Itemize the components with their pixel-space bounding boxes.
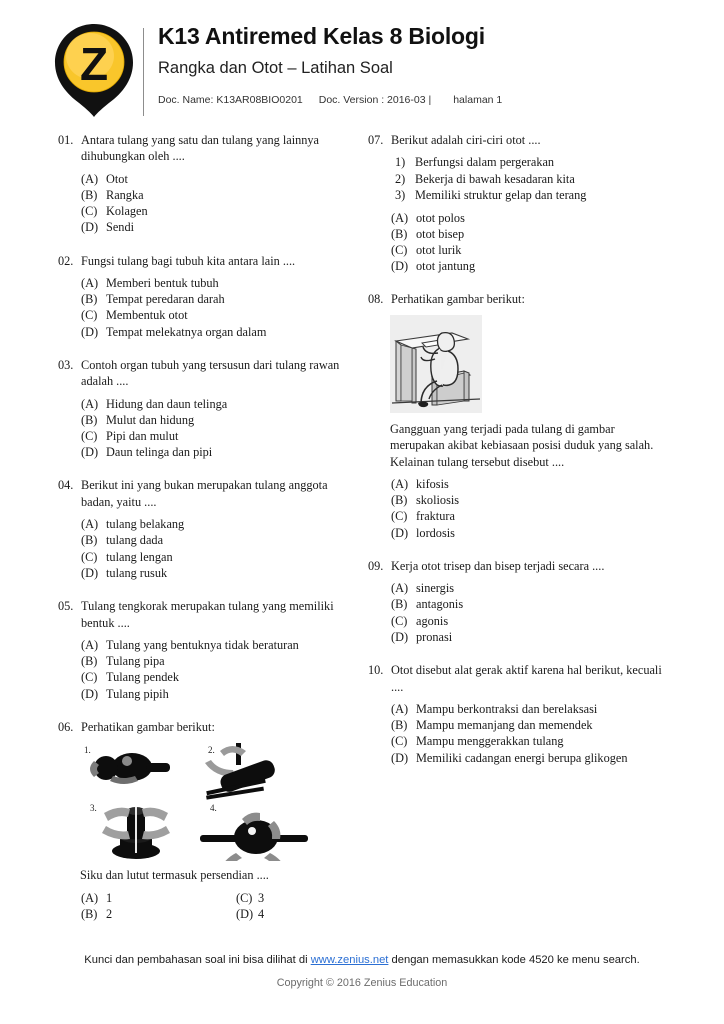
joint-types-illustration <box>80 741 310 861</box>
answer-options <box>368 210 668 275</box>
option-text: Tulang pipa <box>106 654 165 669</box>
answer-options <box>368 580 668 645</box>
option-a[interactable] <box>81 516 358 532</box>
option-a[interactable] <box>81 890 236 906</box>
question-number: 03. <box>58 357 74 372</box>
option-d[interactable] <box>391 750 668 766</box>
option-text: Pipi dan mulut <box>106 429 179 444</box>
option-text: agonis <box>416 613 449 628</box>
doc-version: Doc. Version : 2016-03 | <box>318 94 432 106</box>
answer-options <box>58 396 358 461</box>
option-text: kifosis <box>416 477 449 492</box>
option-text: Memiliki cadangan energi berupa glikogen <box>416 750 628 765</box>
sitting-posture-figure <box>390 315 482 413</box>
document-footer <box>0 952 724 991</box>
option-key: (A) <box>81 890 99 905</box>
sublist-key: 1) <box>395 155 406 170</box>
answer-options <box>58 637 358 702</box>
zenius-website-link[interactable]: www.zenius.net <box>310 954 389 966</box>
option-key: (A) <box>81 171 99 186</box>
option-key: (B) <box>391 597 408 612</box>
question-stem: Contoh organ tubuh yang tersusun dari tulang rawan adalah .... <box>81 357 340 389</box>
question-stem: Perhatikan gambar berikut: <box>391 292 525 307</box>
option-text: Tempat melekatnya organ dalam <box>106 324 267 339</box>
option-key: (C) <box>391 613 408 628</box>
page-title: K13 Antiremed Kelas 8 Biologi <box>158 23 485 49</box>
option-key: (C) <box>81 204 98 219</box>
sublist-item <box>395 171 668 187</box>
answer-options <box>58 516 358 581</box>
option-key: (C) <box>81 308 98 323</box>
question-number: 10. <box>368 663 384 678</box>
footer-note <box>0 952 724 968</box>
question-05 <box>58 598 358 702</box>
svg-text:Z: Z <box>79 38 109 90</box>
option-text: Hidung dan daun telinga <box>106 396 228 411</box>
option-b[interactable] <box>81 653 358 669</box>
answer-options <box>368 701 668 766</box>
zenius-logo <box>52 22 136 118</box>
option-text: 3 <box>258 890 265 905</box>
option-c[interactable] <box>391 508 668 524</box>
option-text: Mampu menggerakkan tulang <box>416 734 564 749</box>
joint-model-4 <box>200 813 308 861</box>
answer-options <box>368 476 668 541</box>
option-c[interactable] <box>391 242 668 258</box>
option-a[interactable] <box>81 275 358 291</box>
option-text: fraktura <box>416 509 455 524</box>
question-number: 05. <box>58 599 74 614</box>
option-d[interactable] <box>236 906 358 922</box>
option-text: Tulang yang bentuknya tidak beraturan <box>106 637 299 652</box>
option-b[interactable] <box>391 226 668 242</box>
option-key: (A) <box>391 210 409 225</box>
option-text: otot lurik <box>416 243 462 258</box>
option-text: otot jantung <box>416 259 476 274</box>
zenius-logo-icon <box>52 22 136 118</box>
answer-options <box>58 890 358 922</box>
option-key: (D) <box>81 324 99 339</box>
question-stem: Tulang tengkorak merupakan tulang yang memiliki bentuk .... <box>81 599 334 630</box>
question-sublist <box>368 154 668 203</box>
option-text: Rangka <box>106 188 144 203</box>
option-text: Mampu berkontraksi dan berelaksasi <box>416 701 598 716</box>
option-text: Kolagen <box>106 204 148 219</box>
option-key: (D) <box>81 220 99 235</box>
answer-options <box>58 275 358 340</box>
question-stem-2: Siku dan lutut termasuk persendian .... <box>80 868 269 883</box>
joint-model-1 <box>90 753 170 784</box>
option-key: (B) <box>81 292 98 307</box>
sublist-text: Berfungsi dalam pergerakan <box>415 155 555 170</box>
option-text: tulang rusuk <box>106 565 168 580</box>
sublist-text: Memiliki struktur gelap dan terang <box>415 188 587 203</box>
option-c[interactable] <box>391 613 668 629</box>
option-text: tulang lengan <box>106 549 173 564</box>
option-key: (A) <box>81 637 99 652</box>
option-key: (C) <box>236 890 253 905</box>
option-key: (A) <box>81 396 99 411</box>
option-key: (D) <box>81 686 99 701</box>
option-text: Mampu memanjang dan memendek <box>416 718 593 733</box>
option-a[interactable] <box>391 580 668 596</box>
option-text: skoliosis <box>416 493 460 508</box>
figure-label-4: 4. <box>210 803 217 814</box>
figure-label-1: 1. <box>84 745 91 756</box>
option-key: (D) <box>391 750 409 765</box>
option-key: (D) <box>391 629 409 644</box>
question-number: 06. <box>58 719 74 734</box>
option-b[interactable] <box>81 187 358 203</box>
option-key: (A) <box>391 581 409 596</box>
option-c[interactable] <box>81 428 358 444</box>
sublist-key: 2) <box>395 171 406 186</box>
option-text: 2 <box>106 906 113 921</box>
option-a[interactable] <box>391 701 668 717</box>
sitting-posture-illustration <box>390 315 482 413</box>
option-text: Membentuk otot <box>106 308 188 323</box>
option-c[interactable] <box>391 733 668 749</box>
option-key: (D) <box>81 445 99 460</box>
question-stem-2: Gangguan yang terjadi pada tulang di gambar merupakan akibat kebiasaan posisi duduk yang salah. Kelainan tulang tersebut disebut .... <box>390 421 654 469</box>
option-text: otot polos <box>416 210 465 225</box>
question-number: 07. <box>368 133 384 147</box>
option-text: pronasi <box>416 629 453 644</box>
option-text: Tulang pendek <box>106 670 179 685</box>
question-stem: Fungsi tulang bagi tubuh kita antara lain .... <box>81 253 296 268</box>
figure-label-3: 3. <box>90 803 97 814</box>
option-key: (B) <box>391 493 408 508</box>
document-meta <box>158 93 698 107</box>
option-a[interactable] <box>391 210 668 226</box>
questions-column-left <box>58 132 358 939</box>
option-d[interactable] <box>81 565 358 581</box>
question-06 <box>58 719 358 922</box>
question-01 <box>58 132 358 236</box>
joint-model-2 <box>205 743 277 800</box>
option-key: (C) <box>81 549 98 564</box>
option-key: (A) <box>81 276 99 291</box>
question-stem: Berikut ini yang bukan merupakan tulang anggota badan, yaitu .... <box>81 478 328 509</box>
joint-model-3 <box>102 807 170 859</box>
question-stem: Otot disebut alat gerak aktif karena hal berikut, kecuali .... <box>391 663 662 694</box>
option-d[interactable] <box>391 525 668 541</box>
option-d[interactable] <box>81 444 358 460</box>
question-number: 04. <box>58 478 74 493</box>
option-b[interactable] <box>81 532 358 548</box>
option-key: (B) <box>81 654 98 669</box>
option-key: (A) <box>81 517 99 532</box>
option-key: (C) <box>391 509 408 524</box>
questions-area <box>0 132 724 932</box>
option-key: (A) <box>391 477 409 492</box>
question-03 <box>58 357 358 461</box>
option-text: Mulut dan hidung <box>106 412 195 427</box>
doc-name: Doc. Name: K13AR08BIO0201 <box>158 94 303 106</box>
sublist-key: 3) <box>395 188 406 203</box>
option-key: (B) <box>391 226 408 241</box>
joint-types-diagram <box>80 741 310 861</box>
option-text: Memberi bentuk tubuh <box>106 276 219 291</box>
option-text: sinergis <box>416 581 455 596</box>
sublist-item <box>395 187 668 203</box>
option-c[interactable] <box>81 549 358 565</box>
option-a[interactable] <box>81 171 358 187</box>
question-08 <box>368 291 668 540</box>
option-key: (D) <box>236 906 254 921</box>
question-04 <box>58 477 358 581</box>
option-b[interactable] <box>391 492 668 508</box>
option-text: 4 <box>258 906 265 921</box>
option-b[interactable] <box>81 412 358 428</box>
question-number: 01. <box>58 133 74 147</box>
question-stem: Antara tulang yang satu dan tulang yang lainnya dihubungkan oleh .... <box>81 133 320 164</box>
option-text: tulang dada <box>106 533 164 548</box>
option-b[interactable] <box>391 596 668 612</box>
option-text: Tempat peredaran darah <box>106 292 225 307</box>
option-b[interactable] <box>81 906 236 922</box>
figure-label-2: 2. <box>208 745 215 756</box>
question-number: 02. <box>58 253 74 268</box>
page-number-label: halaman 1 <box>453 94 503 106</box>
question-number: 08. <box>368 292 384 307</box>
question-09 <box>368 558 668 645</box>
page-subtitle: Rangka dan Otot – Latihan Soal <box>158 59 393 77</box>
option-text: 1 <box>106 890 113 905</box>
option-key: (D) <box>391 525 409 540</box>
option-text: tulang belakang <box>106 517 185 532</box>
question-07 <box>368 132 668 274</box>
question-stem: Berikut adalah ciri-ciri otot .... <box>391 133 541 147</box>
option-key: (A) <box>391 701 409 716</box>
option-key: (D) <box>391 259 409 274</box>
header-divider <box>143 28 144 116</box>
option-key: (B) <box>391 718 408 733</box>
question-stem: Kerja otot trisep dan bisep terjadi secara .... <box>391 558 605 573</box>
option-c[interactable] <box>81 203 358 219</box>
header-text-block <box>158 22 698 107</box>
option-d[interactable] <box>81 219 358 235</box>
option-text: Tulang pipih <box>106 686 169 701</box>
option-text: lordosis <box>416 525 455 540</box>
footer-text-after: dengan memasukkan kode 4520 ke menu search. <box>388 954 640 966</box>
option-text: otot bisep <box>416 226 465 241</box>
option-c[interactable] <box>81 307 358 323</box>
option-key: (C) <box>391 243 408 258</box>
question-10 <box>368 662 668 766</box>
option-key: (C) <box>81 670 98 685</box>
copyright-text: Copyright © 2016 Zenius Education <box>276 977 448 989</box>
option-d[interactable] <box>81 324 358 340</box>
option-c[interactable] <box>236 890 358 906</box>
option-text: Sendi <box>106 220 135 235</box>
option-c[interactable] <box>81 669 358 685</box>
option-key: (C) <box>81 429 98 444</box>
sublist-item <box>395 154 668 170</box>
option-key: (B) <box>81 906 98 921</box>
option-a[interactable] <box>81 637 358 653</box>
option-d[interactable] <box>81 686 358 702</box>
option-d[interactable] <box>391 258 668 274</box>
questions-column-right <box>368 132 668 783</box>
sublist-text: Bekerja di bawah kesadaran kita <box>415 171 575 186</box>
option-a[interactable] <box>81 396 358 412</box>
option-b[interactable] <box>81 291 358 307</box>
option-a[interactable] <box>391 476 668 492</box>
option-b[interactable] <box>391 717 668 733</box>
footer-text-before: Kunci dan pembahasan soal ini bisa dilihat di <box>84 954 311 966</box>
option-key: (D) <box>81 565 99 580</box>
question-number: 09. <box>368 558 384 573</box>
question-02 <box>58 253 358 340</box>
option-key: (B) <box>81 533 98 548</box>
answer-options <box>58 171 358 236</box>
option-text: antagonis <box>416 597 464 612</box>
option-key: (C) <box>391 734 408 749</box>
option-key: (B) <box>81 188 98 203</box>
question-stem: Perhatikan gambar berikut: <box>81 719 215 734</box>
option-d[interactable] <box>391 629 668 645</box>
option-key: (B) <box>81 412 98 427</box>
document-header <box>0 0 724 128</box>
option-text: Otot <box>106 171 128 186</box>
option-text: Daun telinga dan pipi <box>106 445 213 460</box>
